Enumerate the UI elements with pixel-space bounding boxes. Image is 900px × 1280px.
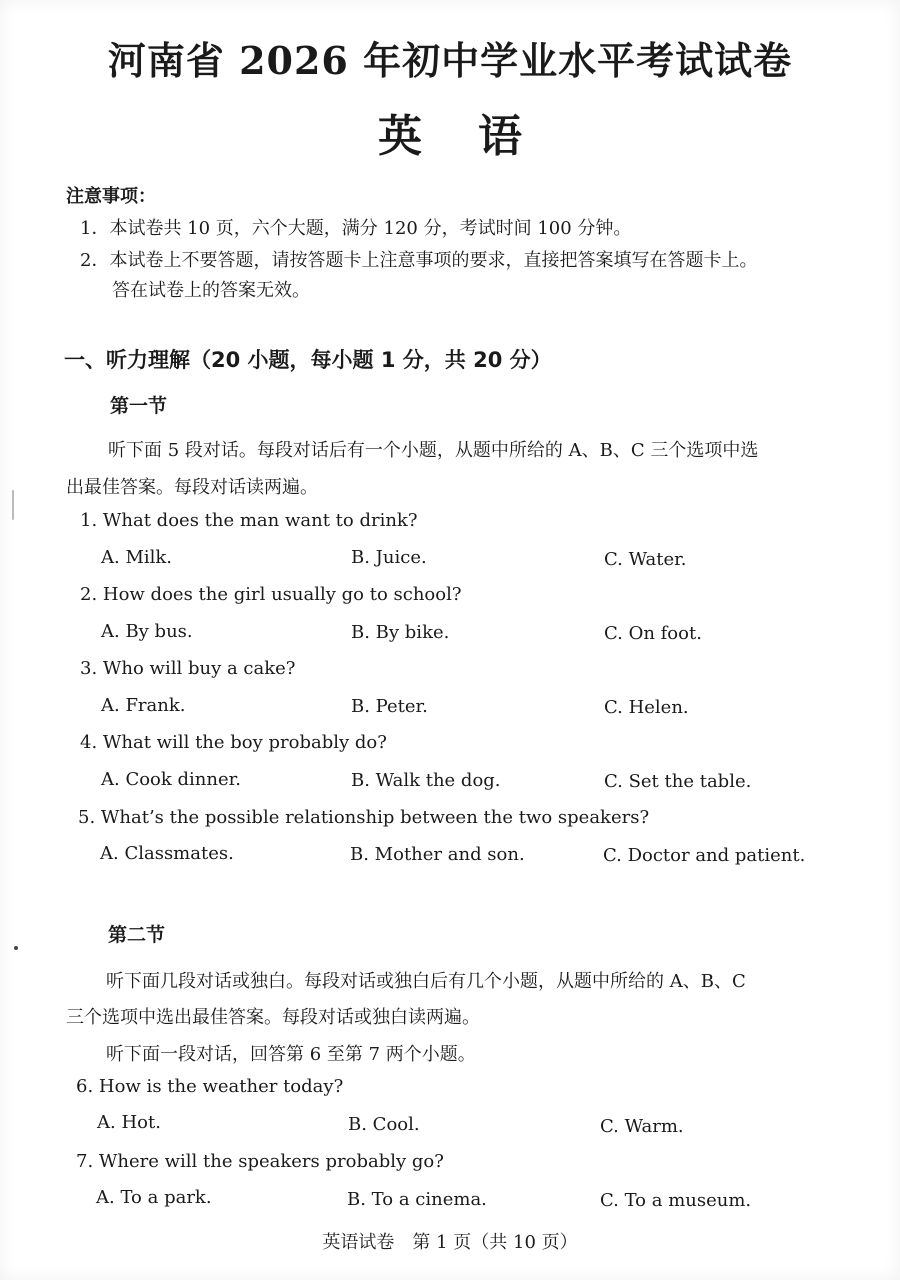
notice-heading: 注意事项：	[66, 186, 156, 207]
option-c: C. Set the table.	[604, 771, 752, 792]
question-7: 7. Where will the speakers probably go?	[76, 1151, 444, 1172]
option-b: B. Walk the dog.	[351, 770, 501, 791]
option-a: A. Hot.	[97, 1112, 161, 1133]
part2-sub-instruction: 听下面一段对话，回答第 6 至第 7 两个小题。	[106, 1044, 476, 1065]
scan-mark	[12, 490, 14, 520]
option-b: B. Juice.	[351, 547, 427, 568]
option-a: A. To a park.	[96, 1187, 212, 1208]
part2-instruction-cont: 三个选项中选出最佳答案。每段对话或独白读两遍。	[66, 1007, 480, 1028]
part1-instruction-cont: 出最佳答案。每段对话读两遍。	[66, 477, 318, 498]
option-c: C. On foot.	[604, 623, 702, 644]
option-c: C. Warm.	[600, 1116, 684, 1137]
option-b: B. To a cinema.	[347, 1189, 487, 1210]
option-c: C. Doctor and patient.	[603, 845, 806, 866]
option-c: C. Water.	[604, 549, 687, 570]
option-a: A. By bus.	[101, 621, 193, 642]
option-a: A. Classmates.	[100, 843, 234, 864]
subject-title: 英语	[378, 111, 578, 162]
scan-speck	[14, 946, 18, 950]
exam-title: 河南省 2026 年初中学业水平考试试卷	[107, 38, 793, 83]
notice-item-2: 2．本试卷上不要答题，请按答题卡上注意事项的要求，直接把答案填写在答题卡上。	[80, 250, 758, 271]
option-a: A. Cook dinner.	[101, 769, 241, 790]
notice-item-2-cont: 答在试卷上的答案无效。	[112, 280, 310, 301]
part-heading-1: 第一节	[110, 395, 168, 417]
option-c: C. To a museum.	[600, 1190, 752, 1211]
option-b: B. Mother and son.	[350, 844, 525, 865]
question-3: 3. Who will buy a cake?	[80, 658, 296, 679]
option-b: B. Peter.	[351, 696, 428, 717]
part1-instruction: 听下面 5 段对话。每段对话后有一个小题，从题中所给的 A、B、C 三个选项中选	[108, 440, 759, 461]
part-heading-2: 第二节	[108, 924, 166, 946]
question-6: 6. How is the weather today?	[76, 1076, 344, 1097]
part2-instruction: 听下面几段对话或独白。每段对话或独白后有几个小题，从题中所给的 A、B、C	[106, 971, 746, 992]
notice-item-1: 1．本试卷共 10 页，六个大题，满分 120 分，考试时间 100 分钟。	[80, 218, 632, 239]
option-b: B. By bike.	[351, 622, 450, 643]
option-c: C. Helen.	[604, 697, 689, 718]
section-heading-listening: 一、听力理解（20 小题，每小题 1 分，共 20 分）	[64, 348, 552, 372]
question-4: 4. What will the boy probably do?	[80, 732, 387, 753]
option-a: A. Milk.	[101, 547, 173, 568]
option-a: A. Frank.	[101, 695, 186, 716]
question-5: 5. What’s the possible relationship between the two speakers?	[78, 807, 650, 828]
question-2: 2. How does the girl usually go to school?	[80, 584, 462, 605]
question-1: 1. What does the man want to drink?	[80, 510, 418, 531]
option-b: B. Cool.	[348, 1114, 420, 1135]
page-footer: 英语试卷 第 1 页（共 10 页）	[322, 1232, 578, 1253]
